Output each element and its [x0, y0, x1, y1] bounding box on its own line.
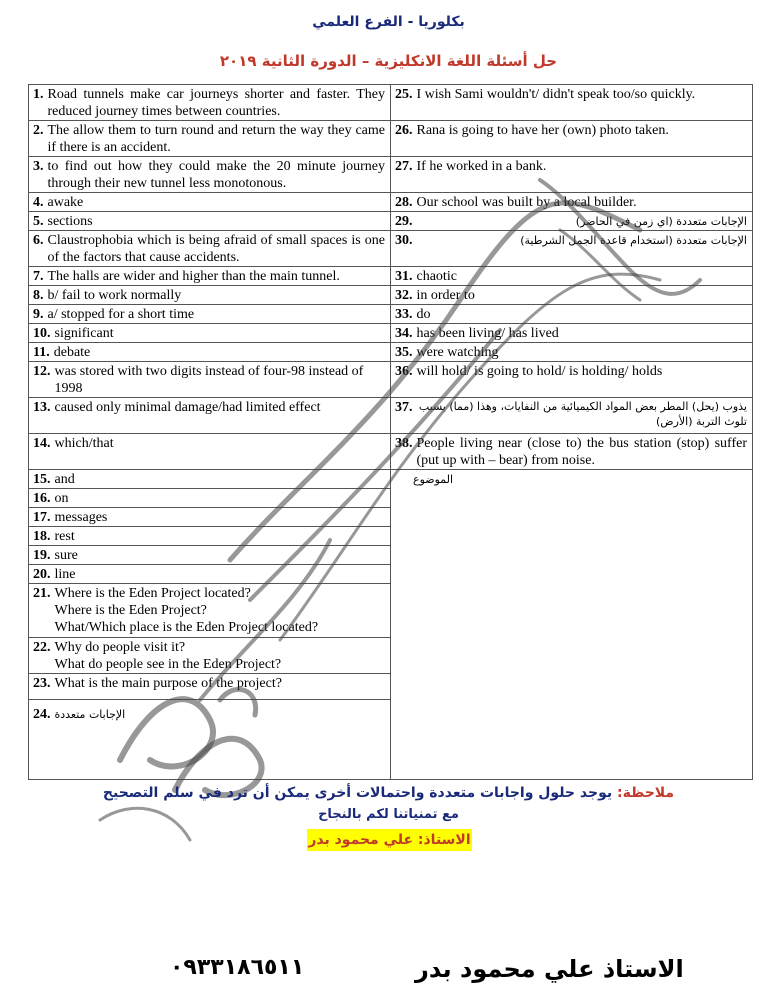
answers-table: [28, 84, 753, 780]
answer-cell: 26. Rana is going to have her (own) photo taken.: [391, 121, 753, 157]
answer-cell: 8. b/ fail to work normally: [29, 286, 391, 305]
answer-cell: 32. in order to: [391, 286, 753, 305]
answer-cell: 30. الإجابات متعددة (استخدام قاعدة الجمل الشرطية): [391, 231, 753, 267]
answer-cell: 2. The allow them to turn round and return the way they came if there is an accident.: [29, 121, 391, 157]
answer-cell: 23. What is the main purpose of the project?: [29, 674, 391, 700]
answer-cell: 24. الإجابات متعددة: [29, 700, 391, 780]
answer-cell: 10. significant: [29, 324, 391, 343]
answer-cell: 34. has been living/ has lived: [391, 324, 753, 343]
note-line: [0, 785, 777, 801]
answer-cell: 38. People living near (close to) the bus station (stop) suffer (put up with – bear) from noise.: [391, 434, 753, 470]
answer-cell: 36. will hold/ is going to hold/ is holding/ holds: [391, 362, 753, 398]
answer-cell: 19. sure: [29, 546, 391, 565]
answer-cell: 13. caused only minimal damage/had limited effect: [29, 398, 391, 434]
note-label: ملاحظة:: [616, 785, 675, 801]
answer-cell: 14. which/that: [29, 434, 391, 470]
answer-cell: 37. يذوب (يحل) المطر بعض المواد الكيميائية من النفايات، وهذا (مما) يسبب تلوث التربة (الأرض): [391, 398, 753, 434]
header-subtitle: حل أسئلة اللغة الانكليزية – الدورة الثانية ٢٠١٩: [219, 52, 558, 70]
answer-cell: 18. rest: [29, 527, 391, 546]
answer-cell: 5. sections: [29, 212, 391, 231]
answer-cell: 21. Where is the Eden Project located? Where is the Eden Project? What/Which place is the Eden Project located?: [29, 584, 391, 638]
answer-cell: 15. and: [29, 470, 391, 489]
answer-cell: 1. Road tunnels make car journeys shorter and faster. They reduced journey times between countries.: [29, 85, 391, 121]
answer-cell: 9. a/ stopped for a short time: [29, 305, 391, 324]
note-text: يوجد حلول واجابات متعددة واحتمالات أخرى يمكن أن ترد في سلم التصحيح: [102, 785, 613, 801]
answer-cell: 11. debate: [29, 343, 391, 362]
answer-cell: 35. were watching: [391, 343, 753, 362]
answer-cell: 3. to find out how they could make the 20 minute journey through their new tunnel less monotonous.: [29, 157, 391, 193]
teacher-label: الاستاذ: علي محمود بدر: [307, 829, 472, 851]
wish-line: مع تمنياتنا لكم بالنجاح: [318, 807, 459, 822]
answer-cell: 29. الإجابات متعددة (اي زمن في الحاضر): [391, 212, 753, 231]
answer-cell: 17. messages: [29, 508, 391, 527]
answer-cell: 27. If he worked in a bank.: [391, 157, 753, 193]
essay-cell: الموضوع: [391, 470, 753, 780]
answer-cell: 12. was stored with two digits instead of four-98 instead of 1998: [29, 362, 391, 398]
answer-cell: 31. chaotic: [391, 267, 753, 286]
answer-cell: 20. line: [29, 565, 391, 584]
answer-cell: 25. I wish Sami wouldn't/ didn't speak too/so quickly.: [391, 85, 753, 121]
answer-cell: 6. Claustrophobia which is being afraid of small spaces is one of the factors that cause accidents.: [29, 231, 391, 267]
answer-cell: 22. Why do people visit it? What do people see in the Eden Project?: [29, 638, 391, 674]
answer-cell: 7. The halls are wider and higher than the main tunnel.: [29, 267, 391, 286]
answer-cell: 33. do: [391, 305, 753, 324]
answer-cell: 16. on: [29, 489, 391, 508]
answer-cell: 4. awake: [29, 193, 391, 212]
header-title: بكلوريا - الفرع العلمي: [312, 14, 465, 30]
footer-phone: ٠٩٣٣١٨٦٥١١: [170, 955, 305, 980]
answer-cell: 28. Our school was built by a local builder.: [391, 193, 753, 212]
footer-teacher-name: الاستاذ علي محمود بدر: [415, 955, 684, 983]
